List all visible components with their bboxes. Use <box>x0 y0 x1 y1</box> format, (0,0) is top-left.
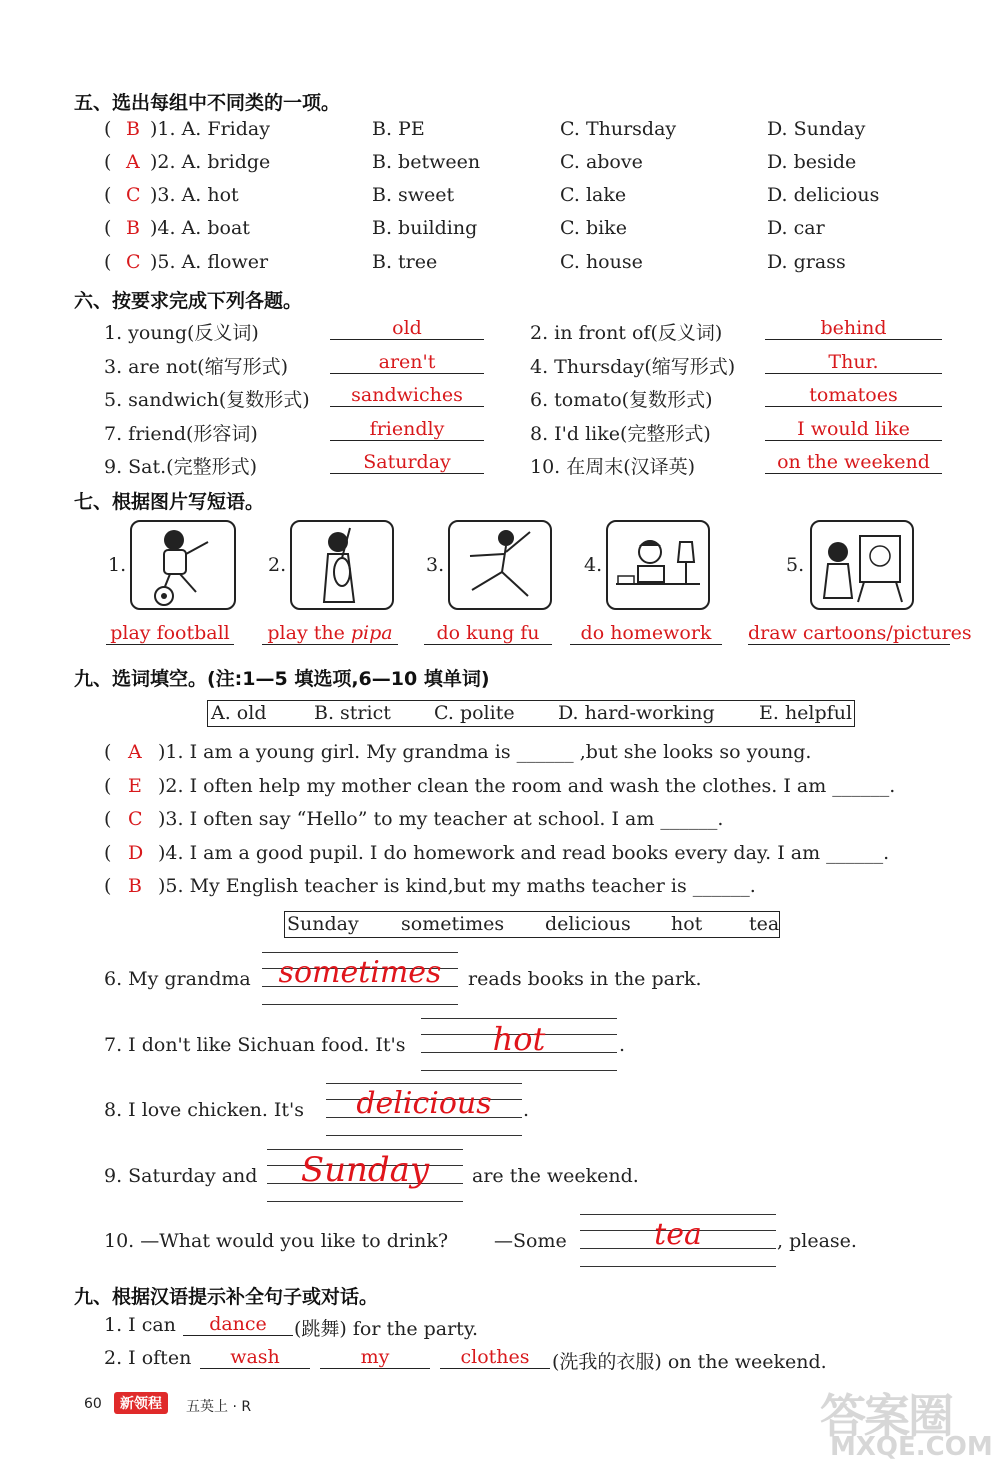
option-item: D. hard-working <box>558 702 715 724</box>
sentence-end: (洗我的衣服) on the weekend. <box>552 1351 827 1373</box>
phrase-answer: do homework <box>570 622 722 645</box>
writing-grid <box>262 952 458 1006</box>
paren-open: ( <box>104 875 112 897</box>
sentence-start: 1. I can <box>104 1314 176 1336</box>
handwritten-answer: hot <box>492 1020 546 1058</box>
option-item: B. strict <box>314 702 391 724</box>
handwritten-answer: tea <box>654 1217 702 1252</box>
question-option-a: )1. A. Friday <box>150 118 270 140</box>
sentence-end: , please. <box>777 1230 857 1252</box>
option-d: D. car <box>767 217 825 239</box>
answer-blank-right: on the weekend <box>765 451 942 474</box>
sentence-start: 10. —What would you like to drink? <box>104 1230 449 1252</box>
handwritten-answer: delicious <box>356 1086 492 1121</box>
option-box <box>207 700 855 727</box>
sentence-start: 2. I often <box>104 1347 192 1369</box>
option-item: A. old <box>211 702 267 724</box>
picture-number: 2. <box>268 554 287 576</box>
answer-letter: B <box>126 118 140 140</box>
answer-blank: my <box>320 1346 430 1369</box>
paren-open: ( <box>104 118 112 140</box>
question-left: 3. are not(缩写形式) <box>104 356 288 378</box>
option-b: B. between <box>372 151 481 173</box>
answer-blank-right: Thur. <box>765 351 942 374</box>
handwritten-answer: sometimes <box>278 955 442 990</box>
question-right: 4. Thursday(缩写形式) <box>530 356 736 378</box>
question-left: 5. sandwich(复数形式) <box>104 389 310 411</box>
answer-blank: clothes <box>440 1346 550 1369</box>
paren-open: ( <box>104 184 112 206</box>
option-c: C. above <box>560 151 643 173</box>
option-d: D. beside <box>767 151 857 173</box>
phrase-answer: do kung fu <box>424 622 552 645</box>
option-d: D. grass <box>767 251 846 273</box>
handwritten-answer: Sunday <box>300 1150 430 1190</box>
option-item: C. polite <box>434 702 515 724</box>
answer-letter: D <box>128 842 144 864</box>
answer-blank-right: I would like <box>765 418 942 441</box>
sentence-end: . <box>619 1034 626 1056</box>
answer-letter: E <box>128 775 142 797</box>
writing-grid <box>267 1149 463 1203</box>
section-6-heading: 六、按要求完成下列各题。 <box>74 290 303 312</box>
paren-open: ( <box>104 217 112 239</box>
paren-open: ( <box>104 741 112 763</box>
question-right: 8. I'd like(完整形式) <box>530 423 711 445</box>
paren-open: ( <box>104 808 112 830</box>
sentence-end: (跳舞) for the party. <box>294 1318 479 1340</box>
question-text: )3. I often say “Hello” to my teacher at school. I am ______. <box>158 808 724 830</box>
option-b: B. sweet <box>372 184 455 206</box>
football-picture <box>130 520 236 610</box>
paren-open: ( <box>104 775 112 797</box>
answer-blank-right: tomatoes <box>765 384 942 407</box>
question-text: )2. I often help my mother clean the room and wash the clothes. I am ______. <box>158 775 896 797</box>
phrase-answer: play football <box>106 622 234 645</box>
question-option-a: )4. A. boat <box>150 217 250 239</box>
question-option-a: )3. A. hot <box>150 184 239 206</box>
pipa-picture <box>290 520 394 610</box>
question-option-a: )5. A. flower <box>150 251 269 273</box>
word-item: tea <box>749 913 780 935</box>
drawing-picture <box>810 520 914 610</box>
answer-letter: A <box>126 151 140 173</box>
picture-number: 1. <box>108 554 127 576</box>
answer-blank-left: old <box>330 317 484 340</box>
answer-letter: A <box>128 741 142 763</box>
question-text: )4. I am a good pupil. I do homework and read books every day. I am ______. <box>158 842 890 864</box>
section-7-heading: 七、根据图片写短语。 <box>74 491 265 513</box>
writing-grid <box>421 1018 617 1072</box>
question-right: 10. 在周末(汉译英) <box>530 456 696 478</box>
answer-blank: wash <box>200 1346 310 1369</box>
phrase-answer: play the pipa <box>262 622 398 645</box>
brand-badge: 新领程 <box>114 1392 168 1414</box>
question-text: )1. I am a young girl. My grandma is ______ ,but she looks so young. <box>158 741 812 763</box>
answer-letter: C <box>126 184 141 206</box>
option-c: C. bike <box>560 217 627 239</box>
kung-fu-picture <box>448 520 552 610</box>
question-option-a: )2. A. bridge <box>150 151 271 173</box>
homework-picture <box>606 520 710 610</box>
answer-letter: C <box>126 251 141 273</box>
sentence-start: 6. My grandma <box>104 968 251 990</box>
paren-open: ( <box>104 251 112 273</box>
section-9-heading: 九、选词填空。(注:1—5 填选项,6—10 填单词) <box>74 668 490 690</box>
picture-number: 3. <box>426 554 445 576</box>
sentence-start: 7. I don't like Sichuan food. It's <box>104 1034 406 1056</box>
picture-number: 5. <box>786 554 805 576</box>
question-left: 7. friend(形容词) <box>104 423 258 445</box>
option-b: B. PE <box>372 118 425 140</box>
phrase-answer: draw cartoons/pictures <box>748 622 972 644</box>
page-number: 60 <box>84 1396 102 1412</box>
sentence-middle: —Some <box>494 1230 567 1252</box>
option-c: C. lake <box>560 184 627 206</box>
option-c: C. Thursday <box>560 118 677 140</box>
sentence-end: . <box>523 1099 530 1121</box>
option-item: E. helpful <box>759 702 853 724</box>
word-item: hot <box>671 913 703 935</box>
answer-letter: B <box>128 875 142 897</box>
option-d: D. delicious <box>767 184 880 206</box>
writing-grid <box>580 1214 776 1268</box>
answer-blank-left: sandwiches <box>330 384 484 407</box>
answer-blank: dance <box>183 1313 293 1336</box>
section-9b-heading: 九、根据汉语提示补全句子或对话。 <box>74 1286 379 1308</box>
word-item: sometimes <box>401 913 505 935</box>
watermark-url: MXQE.COM <box>830 1432 993 1462</box>
word-item: Sunday <box>287 913 359 935</box>
sentence-start: 8. I love chicken. It's <box>104 1099 305 1121</box>
answer-blank-left: aren't <box>330 351 484 374</box>
answer-letter: C <box>128 808 143 830</box>
paren-open: ( <box>104 151 112 173</box>
question-left: 9. Sat.(完整形式) <box>104 456 258 478</box>
sentence-end: reads books in the park. <box>468 968 702 990</box>
question-right: 6. tomato(复数形式) <box>530 389 713 411</box>
answer-letter: B <box>126 217 140 239</box>
picture-number: 4. <box>584 554 603 576</box>
option-b: B. tree <box>372 251 438 273</box>
answer-blank-left: friendly <box>330 418 484 441</box>
sentence-end: are the weekend. <box>472 1165 639 1187</box>
option-d: D. Sunday <box>767 118 866 140</box>
watermark-logo: 答案圈 <box>820 1389 952 1443</box>
option-c: C. house <box>560 251 643 273</box>
question-right: 2. in front of(反义词) <box>530 322 723 344</box>
word-item: delicious <box>545 913 631 935</box>
answer-blank-left: Saturday <box>330 451 484 474</box>
word-box <box>284 911 780 938</box>
answer-blank-right: behind <box>765 317 942 340</box>
question-left: 1. young(反义词) <box>104 322 259 344</box>
option-b: B. building <box>372 217 478 239</box>
sentence-start: 9. Saturday and <box>104 1165 258 1187</box>
grade-label: 五英上 · R <box>186 1399 252 1415</box>
paren-open: ( <box>104 842 112 864</box>
question-text: )5. My English teacher is kind,but my maths teacher is ______. <box>158 875 756 897</box>
section-5-heading: 五、选出每组中不同类的一项。 <box>74 92 341 114</box>
writing-grid <box>326 1083 522 1137</box>
